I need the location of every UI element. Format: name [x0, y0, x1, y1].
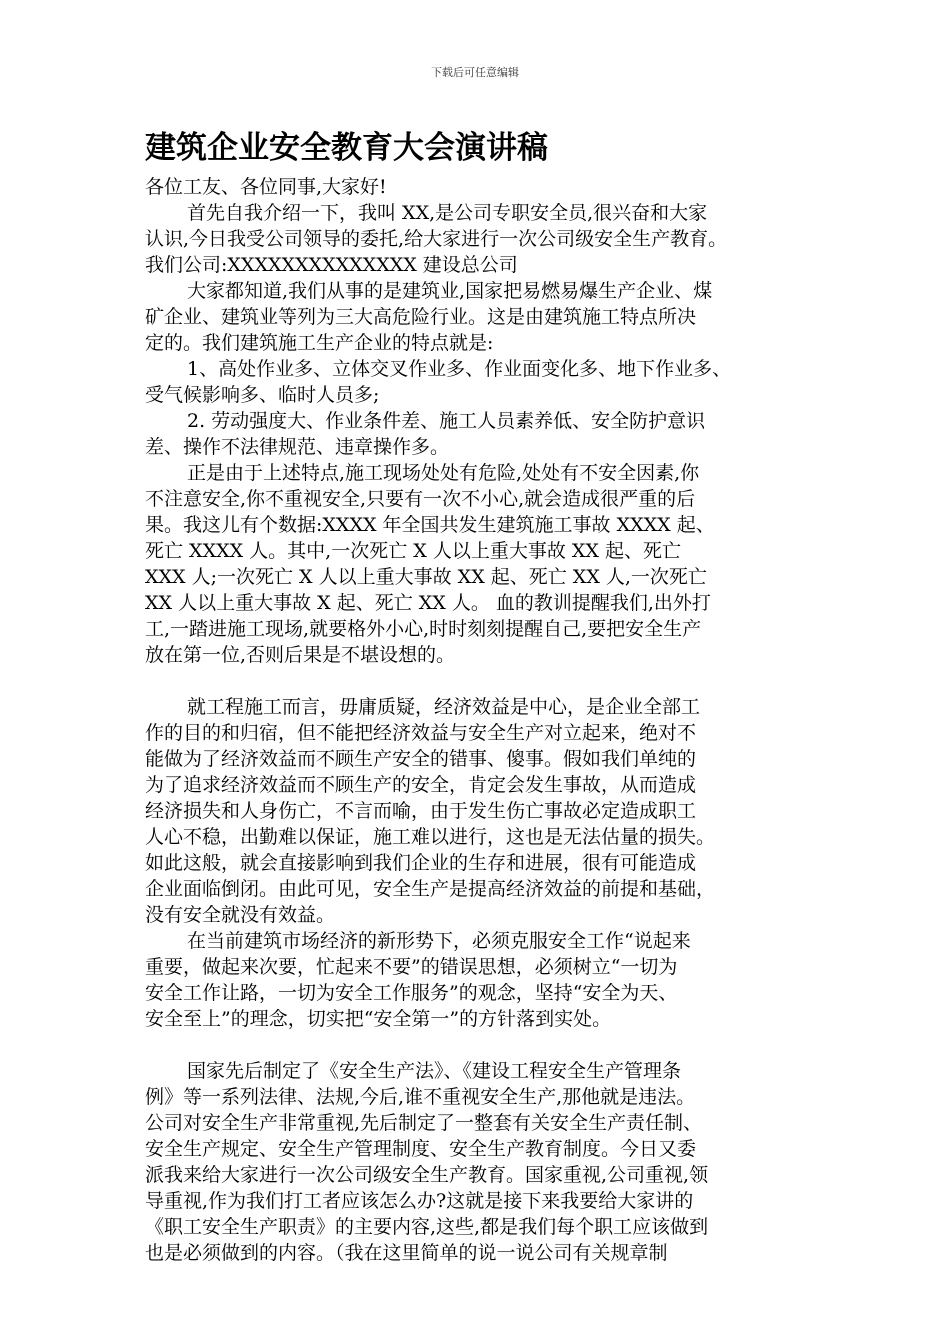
body-line: 能做为了经济效益而不顾生产安全的错事、傻事。假如我们单纯的: [145, 748, 697, 770]
body-line: 也是必须做到的内容。（我在这里简单的说一说公司有关规章制: [145, 1242, 668, 1264]
body-line: 定的。我们建筑施工生产企业的特点就是:: [145, 332, 494, 354]
body-line: 放在第一位,否则后果是不堪设想的。: [145, 644, 456, 666]
body-line: 经济损失和人身伤亡，不言而喻，由于发生伤亡事故必定造成职工: [145, 800, 697, 822]
body-line: 为了追求经济效益而不顾生产的安全，肯定会发生事故，从而造成: [145, 774, 697, 796]
body-line: 大家都知道,我们从事的是建筑业,国家把易燃易爆生产企业、煤: [187, 280, 713, 302]
body-line: 人心不稳，出勤难以保证，施工难以进行，这也是无法估量的损失。: [145, 826, 716, 848]
body-line: 没有安全就没有效益。: [145, 904, 336, 926]
body-line: 企业面临倒闭。由此可见，安全生产是提高经济效益的前提和基础，: [145, 878, 716, 900]
body-line: 死亡 XXXX 人。其中,一次死亡 X 人以上重大事故 XX 起、死亡: [145, 540, 681, 562]
blank-line: [145, 668, 825, 694]
body-line: 派我来给大家进行一次公司级安全生产教育。国家重视,公司重视,领: [145, 1164, 709, 1186]
body-line: 工,一踏进施工现场,就要格外小心,时时刻刻提醒自己,要把安全生产: [145, 618, 702, 640]
body-line: XXX 人;一次死亡 X 人以上重大事故 XX 起、死亡 XX 人,一次死亡: [145, 566, 707, 588]
body-line: 国家先后制定了《安全生产法》、《建设工程安全生产管理条: [187, 1060, 682, 1082]
page-header-note: 下载后可任意编辑: [431, 66, 519, 79]
body-line: 2. 劳动强度大、作业条件差、施工人员素养低、安全防护意识: [187, 410, 706, 432]
body-line: 导重视,作为我们打工者应该怎么办?这就是接下来我要给大家讲的: [145, 1190, 694, 1212]
body-line: XX 人以上重大事故 X 起、死亡 XX 人。 血的教训提醒我们,出外打: [145, 592, 711, 614]
body-line: 重要，做起来次要，忙起来不要”的错误思想，必须树立“一切为: [145, 956, 678, 978]
body-line: 不注意安全,你不重视安全,只要有一次不小心,就会造成很严重的后: [145, 488, 696, 510]
body-line: 安全生产规定、安全生产管理制度、安全生产教育制度。今日又委: [145, 1138, 697, 1160]
body-line: 《职工安全生产职责》的主要内容,这些,都是我们每个职工应该做到: [145, 1216, 709, 1238]
body-line: 矿企业、建筑业等列为三大高危险行业。这是由建筑施工特点所决: [145, 306, 697, 328]
body-line: 受气候影响多、临时人员多;: [145, 384, 380, 406]
body-line: 安全至上”的理念，切实把“安全第一”的方针落到实处。: [145, 1008, 612, 1030]
body-line: 1、高处作业多、立体交叉作业多、作业面变化多、地下作业多、: [187, 358, 732, 380]
body-line: 正是由于上述特点,施工现场处处有危险,处处有不安全因素,你: [187, 462, 700, 484]
body-line: 就工程施工而言，毋庸质疑，经济效益是中心，是企业全部工: [187, 696, 701, 718]
body-line: 作的目的和归宿，但不能把经济效益与安全生产对立起来，绝对不: [145, 722, 697, 744]
body-line: 公司对安全生产非常重视,先后制定了一整套有关安全生产责任制、: [145, 1112, 703, 1134]
blank-line: [145, 1032, 825, 1058]
body-line: 在当前建筑市场经济的新形势下，必须克服安全工作“说起来: [187, 930, 691, 952]
body-line: 果。我这儿有个数据:XXXX 年全国共发生建筑施工事故 XXXX 起、: [145, 514, 715, 536]
body-line: 安全工作让路，一切为安全工作服务”的观念，坚持“安全为天、: [145, 982, 678, 1004]
document-body: [145, 174, 825, 1266]
document-title: 建筑企业安全教育大会演讲稿: [145, 130, 548, 166]
body-line: 认识,今日我受公司领导的委托,给大家进行一次公司级安全生产教育。: [145, 228, 728, 250]
body-line: 差、操作不法律规范、违章操作多。: [145, 436, 450, 458]
body-line: 各位工友、各位同事,大家好!: [145, 176, 387, 198]
body-line: 如此这般，就会直接影响到我们企业的生存和进展，很有可能造成: [145, 852, 697, 874]
body-line: 首先自我介绍一下，我叫 XX,是公司专职安全员,很兴奋和大家: [187, 202, 708, 224]
body-line: 例》等一系列法律、法规,今后,谁不重视安全生产,那他就是违法。: [145, 1086, 696, 1108]
body-line: 我们公司:XXXXXXXXXXXXXX 建设总公司: [145, 254, 518, 276]
